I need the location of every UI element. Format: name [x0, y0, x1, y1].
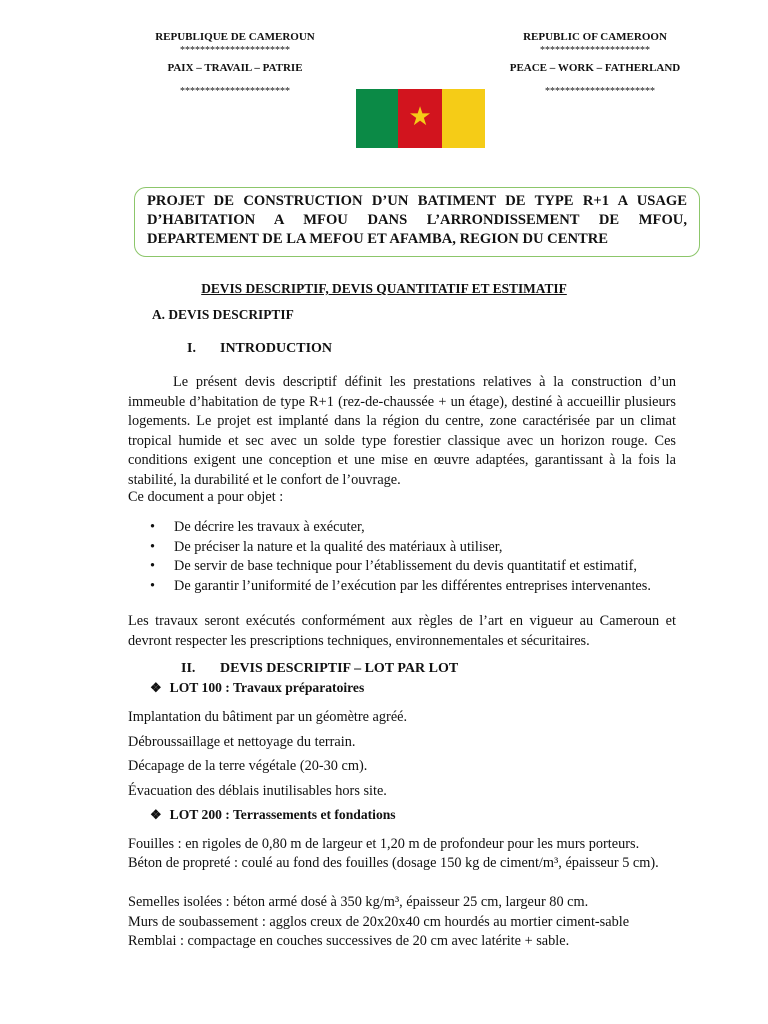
objet-intro: Ce document a pour objet :: [128, 489, 284, 505]
project-title-box: [134, 187, 700, 257]
document-title: DEVIS DESCRIPTIF, DEVIS QUANTITATIF ET ESTIMATIF: [201, 281, 567, 296]
flag-star-icon: ★: [408, 102, 432, 132]
motto-fr: PAIX – TRAVAIL – PATRIE: [167, 62, 303, 74]
cameroon-flag: [356, 89, 485, 148]
section-a-heading: A. DEVIS DESCRIPTIF: [152, 307, 294, 322]
flag-green-band: [356, 89, 398, 148]
bullet-icon: •: [150, 519, 156, 535]
diamond-bullet-icon: ❖: [150, 807, 162, 822]
stars-divider: **********************: [180, 86, 290, 97]
intro-paragraph: Le présent devis descriptif définit les prestations relatives à la construction d’un immeuble d’habitation de type R+1 (rez-de-chaussée + un étage), destiné à accueillir plusieurs logements. Le projet est implanté dans la région du centre, zone caractérisée par un climat tropical humide et sec avec un solde type forestier classique avec un horizon rouge. Ces conditions exigent une conception et une mise en œuvre adaptées, garantissant à la fois la stabilité, la durabilité et le confort de l’ouvrage.: [128, 374, 676, 488]
country-name-en: REPUBLIC OF CAMEROON: [523, 31, 667, 43]
lot-100-item: Évacuation des déblais inutilisables hors site.: [128, 783, 387, 799]
section-i-number: I.: [187, 341, 196, 356]
list-item: • De garantir l’uniformité de l’exécution par les différentes entreprises intervenantes.: [128, 577, 676, 597]
section-ii-number: II.: [181, 661, 196, 676]
closing-paragraph: Les travaux seront exécutés conformément aux règles de l’art en vigueur au Cameroun et devront respecter les prescriptions techniques, environnementales et sécuritaires.: [128, 613, 676, 649]
lot-100-item: Décapage de la terre végétale (20-30 cm).: [128, 758, 368, 774]
section-i-title: INTRODUCTION: [220, 341, 333, 356]
lot-200-item: Fouilles : en rigoles de 0,80 m de largeur et 1,20 m de profondeur pour les murs porteurs.: [128, 836, 640, 852]
lot-100-item: Débroussaillage et nettoyage du terrain.: [128, 734, 356, 750]
flag-red-band: [398, 89, 442, 148]
diamond-bullet-icon: ❖: [150, 680, 162, 695]
lot-200-item: Béton de propreté : coulé au fond des fouilles (dosage 150 kg de ciment/m³, épaisseur 5 cm).: [128, 855, 659, 871]
bullet-icon: •: [150, 577, 156, 594]
project-title: PROJET DE CONSTRUCTION D’UN BATIMENT DE TYPE R+1 A USAGE D’HABITATION A MFOU DANS L’ARRONDISSEMENT DE MFOU, DEPARTEMENT DE LA MEFOU ET AFAMBA, REGION DU CENTRE: [147, 193, 687, 247]
lot-200-item: Murs de soubassement : agglos creux de 20x20x40 cm hourdés au mortier ciment-sable: [128, 914, 630, 930]
bullet-icon: •: [150, 538, 156, 555]
stars-divider: **********************: [540, 45, 650, 56]
country-name-fr: REPUBLIQUE DE CAMEROUN: [155, 31, 315, 43]
flag-yellow-band: [442, 89, 485, 148]
motto-en: PEACE – WORK – FATHERLAND: [509, 62, 681, 74]
stars-divider: **********************: [180, 45, 290, 56]
list-item: • De préciser la nature et la qualité des matériaux à utiliser,: [128, 538, 676, 558]
lot-200-heading: ❖ LOT 200 : Terrassements et fondations: [150, 807, 396, 822]
objectives-list: [128, 518, 676, 596]
lot-200-item: Remblai : compactage en couches successives de 20 cm avec latérite + sable.: [128, 933, 570, 949]
lot-100-heading: ❖ LOT 100 : Travaux préparatoires: [150, 680, 365, 695]
section-ii-title: DEVIS DESCRIPTIF – LOT PAR LOT: [220, 661, 459, 676]
list-item: • De servir de base technique pour l’établissement du devis quantitatif et estimatif,: [128, 557, 676, 577]
stars-divider: **********************: [545, 86, 655, 97]
list-item: • De décrire les travaux à exécuter,: [128, 518, 676, 538]
lot-100-item: Implantation du bâtiment par un géomètre agréé.: [128, 709, 408, 725]
lot-200-item: Semelles isolées : béton armé dosé à 350 kg/m³, épaisseur 25 cm, largeur 80 cm.: [128, 894, 589, 910]
bullet-icon: •: [150, 558, 156, 574]
